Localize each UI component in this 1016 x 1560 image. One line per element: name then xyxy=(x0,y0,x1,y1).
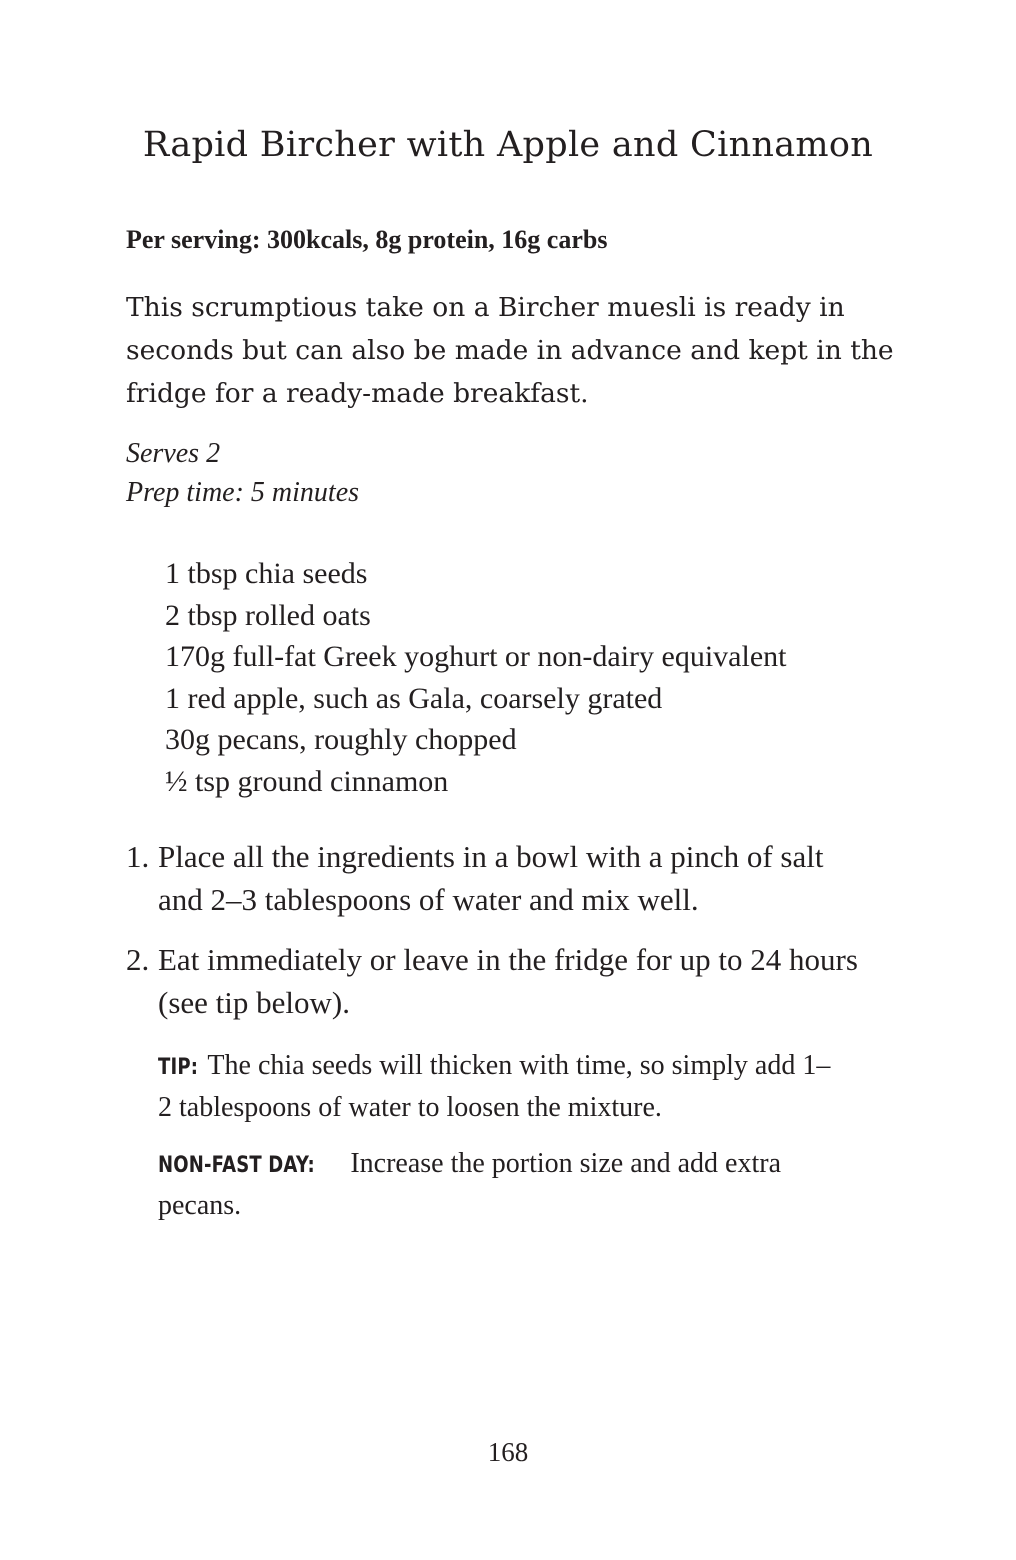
method-steps xyxy=(126,835,866,1041)
tip-text: The chia seeds will thicken with time, so simply add 1–2 tablespoons of water to loosen the mixture. xyxy=(158,1050,831,1123)
page-title: Rapid Bircher with Apple and Cinnamon xyxy=(142,125,874,165)
ingredient-item: ½ tsp ground cinnamon xyxy=(165,764,449,798)
tip-note xyxy=(158,1046,838,1128)
serves-text: Serves 2 xyxy=(126,438,221,469)
method-step xyxy=(126,938,866,1024)
method-step xyxy=(126,835,866,921)
non-fast-day-label: NON-FAST DAY: xyxy=(158,1153,315,1178)
prep-time-text: Prep time: 5 minutes xyxy=(126,477,360,508)
recipe-meta xyxy=(126,434,359,512)
step-text: Eat immediately or leave in the fridge for up to 24 hours (see tip below). xyxy=(158,942,858,1020)
ingredient-item: 1 tbsp chia seeds xyxy=(165,557,368,590)
ingredient-list xyxy=(165,553,786,802)
step-number: 2. xyxy=(126,942,150,977)
ingredient-item: 1 red apple, such as Gala, coarsely grated xyxy=(165,681,663,715)
recipe-notes xyxy=(158,1046,838,1242)
tip-label: TIP: xyxy=(158,1055,199,1080)
nutrition-info: Per serving: 300kcals, 8g protein, 16g carbs xyxy=(126,225,608,254)
ingredient-item: 170g full-fat Greek yoghurt or non-dairy equivalent xyxy=(165,640,787,673)
page-number: 168 xyxy=(487,1437,529,1467)
step-text: Place all the ingredients in a bowl with a pinch of salt and 2–3 tablespoons of water and mix well. xyxy=(158,839,824,917)
ingredient-item: 2 tbsp rolled oats xyxy=(165,598,371,632)
non-fast-day-note xyxy=(158,1144,838,1226)
non-fast-day-text: Increase the portion size and add extra pecans. xyxy=(158,1148,782,1221)
ingredient-item: 30g pecans, roughly chopped xyxy=(165,723,517,756)
step-number: 1. xyxy=(126,839,150,874)
recipe-intro: This scrumptious take on a Bircher muesli is ready in seconds but can also be made in advance and kept in the fridge for a ready-made breakfast. xyxy=(126,292,894,409)
